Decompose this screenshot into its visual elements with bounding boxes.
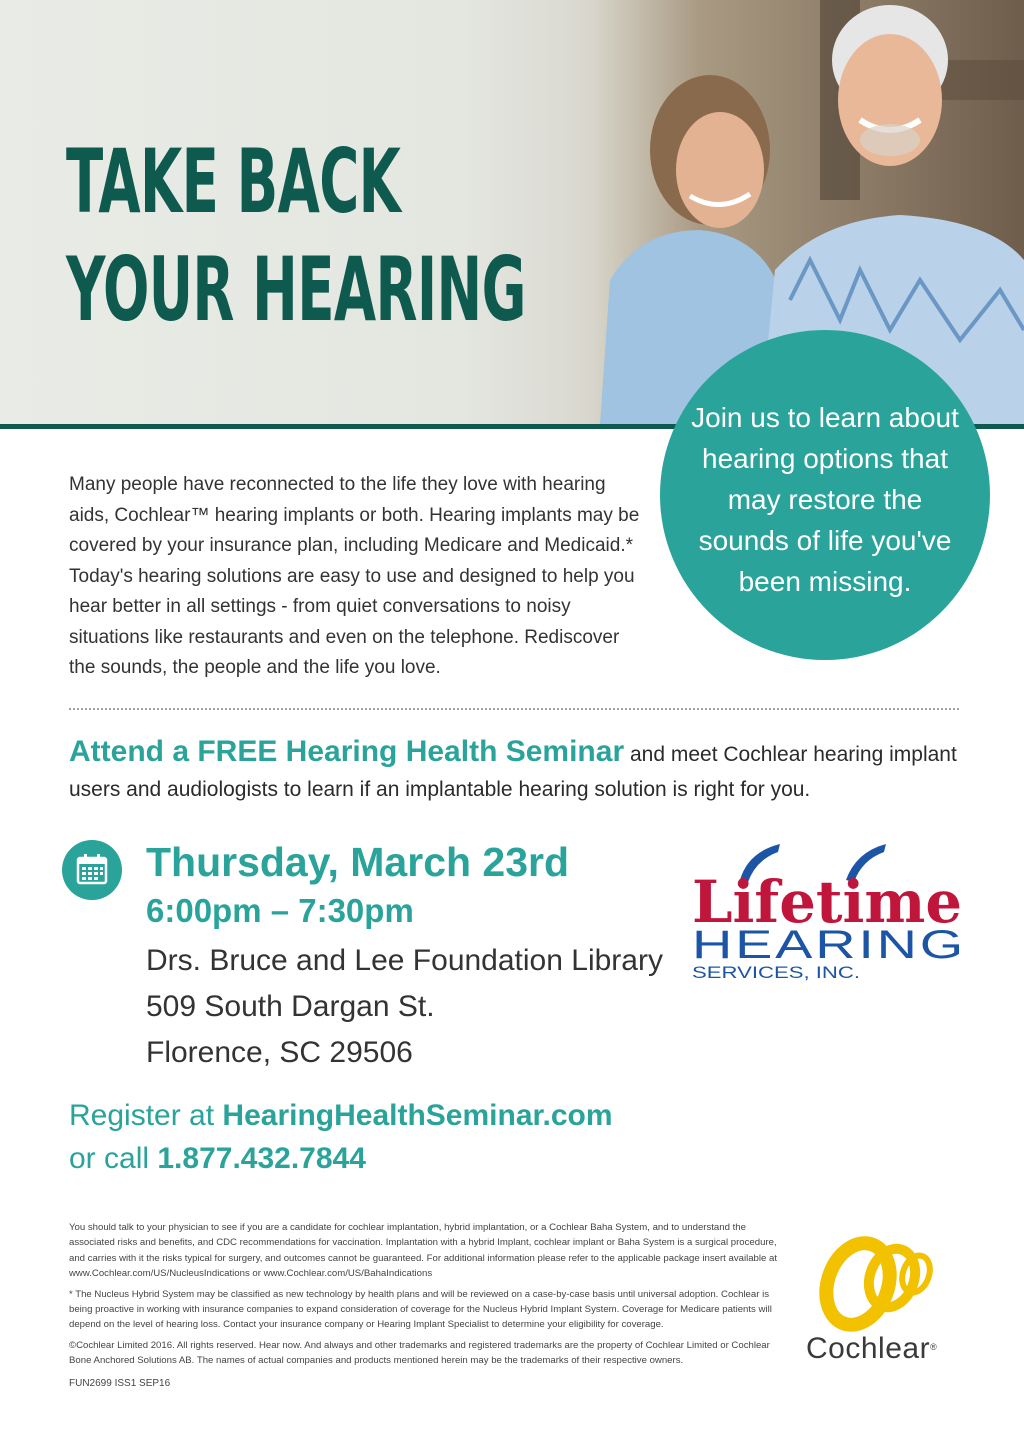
dotted-divider (69, 708, 959, 710)
seminar-description: and meet Cochlear hearing implant users and audiologists to learn if an implantable hearing solution is right for you. (69, 743, 957, 801)
call-prefix: or call (69, 1142, 150, 1175)
calendar-icon (62, 840, 122, 900)
legal-disclaimer (69, 1220, 791, 1374)
logo-services-text: SERVICES, INC. (692, 963, 860, 982)
logo-hearing-text: HEARING (692, 923, 966, 967)
seminar-highlight: Attend a FREE Hearing Health Seminar (69, 735, 625, 768)
logo-lifetime-text: Lifetime (692, 868, 962, 936)
event-time: 6:00pm – 7:30pm (146, 892, 414, 929)
callout-circle (660, 330, 990, 660)
event-street: 509 South Dargan St. (146, 990, 435, 1023)
cochlear-name: Cochlear (806, 1332, 931, 1365)
callout-text: Join us to learn about hearing options that may restore the sounds of life you've been missing. (691, 401, 959, 597)
event-address (146, 938, 663, 1076)
headline-line-1: TAKE BACK (66, 130, 401, 233)
disclaimer-paragraph-1: You should talk to your physician to see if you are a candidate for cochlear implantation, hybrid implantation, or a Cochlear Baha System, and to understand the associated risks and benefits, and CDC recommendations for vaccination. Implantation with a hybrid Implant, cochlear implant or Baha System is a surgical procedure, and carries with it the risks typical for surgery, and outcomes cannot be guaranteed. For additional information please refer to the applicable package insert available at www.Cochlear.com/US/NucleusIndications or www.Cochlear.com/US/BahaIndications (69, 1222, 778, 1280)
event-city: Florence, SC 29506 (146, 1036, 413, 1069)
register-block (69, 1094, 613, 1180)
register-url-link[interactable]: HearingHealthSeminar.com (222, 1099, 613, 1132)
document-code: FUN2699 ISS1 SEP16 (69, 1378, 171, 1389)
event-venue: Drs. Bruce and Lee Foundation Library (146, 944, 663, 977)
registered-mark: ® (930, 1342, 938, 1352)
disclaimer-paragraph-2: * The Nucleus Hybrid System may be classified as new technology by health plans and will be reviewed on a case-by-case basis until universal adoption. Cochlear is being proactive in working with insurance companies to expand consideration of coverage for the Nucleus Hybrid Implant System. Coverage for Medicare patients will depend on the level of hearing loss. Contact your insurance company or Hearing Implant Specialist to determine your eligibility for coverage. (69, 1288, 772, 1331)
disclaimer-paragraph-3: ©Cochlear Limited 2016. All rights reserved. Hear now. And always and other trademarks and registered trademarks are the property of Cochlear Limited or Cochlear Bone Anchored Solutions AB. The names of actual companies and products mentioned herein may be the trademarks of their respective owners. (69, 1339, 770, 1367)
event-date: Thursday, March 23rd (146, 839, 570, 885)
cochlear-brand (806, 1332, 937, 1366)
page-title (66, 128, 526, 344)
phone-number-link[interactable]: 1.877.432.7844 (157, 1142, 366, 1175)
seminar-invite (69, 734, 969, 807)
register-prefix: Register at (69, 1099, 215, 1132)
headline-line-2: YOUR HEARING (66, 238, 526, 341)
lifetime-hearing-logo (688, 838, 968, 988)
calendar-badge (62, 840, 122, 900)
intro-paragraph: Many people have reconnected to the life they love with hearing aids, Cochlear™ hearing implants or both. Hearing implants may be covered by your insurance plan, including Medicare and Medicaid.* Today's hearing solutions are easy to use and designed to help you hear better in all settings - from quiet conversations to noisy situations like restaurants and even on the telephone. Rediscover the sounds, the people and the life you love. (69, 474, 640, 678)
